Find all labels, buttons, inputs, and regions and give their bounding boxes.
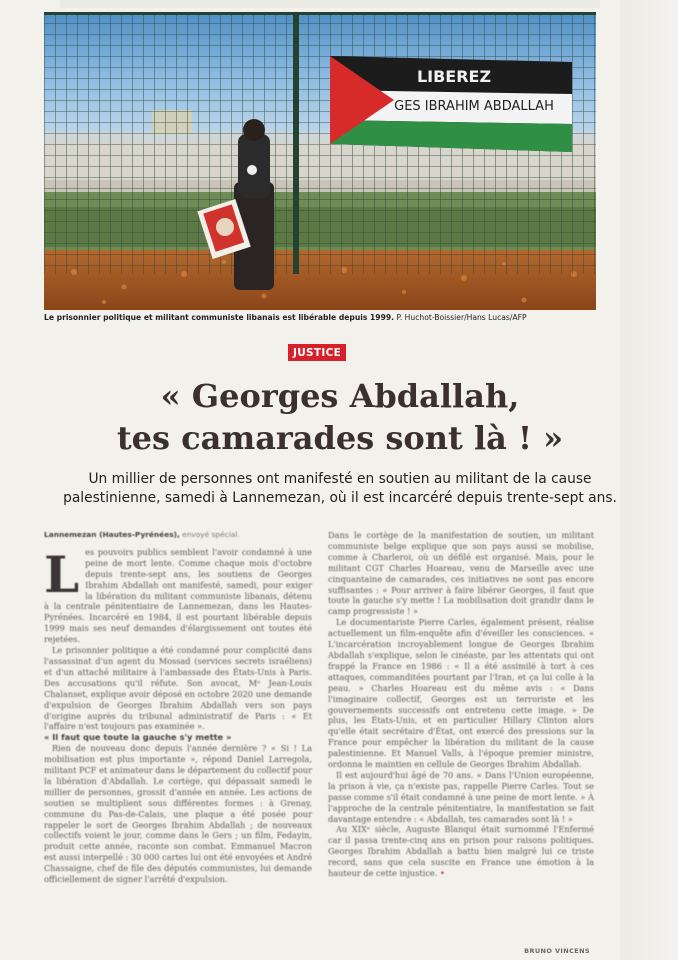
photo-credit: P. Huchot-Boissier/Hans Lucas/AFP <box>394 313 527 322</box>
article-column-right <box>328 530 594 879</box>
standfirst <box>36 470 644 508</box>
article-column-left <box>44 530 312 885</box>
paragraph-1: es pouvoirs publics semblent l'avoir condamné à une peine de mort lente. Comme chaque mois d'octobre depuis trente-sept ans, les soutiens de Georges Ibrahim Abdallah ont manifesté, samedi, pour exiger la libération du militant communiste libanais, détenu à la centrale pénitentiaire de Lannemezan, dans les Hautes-Pyrénées. Incarcéré en 1984, il est pourtant libérable depuis 1999 mais ses neuf demandes d'élargissement ont toutes été rejetées. <box>44 546 312 645</box>
dateline: Lannemezan (Hautes-Pyrénées), envoyé spécial. <box>44 530 240 539</box>
end-mark: • <box>439 868 445 879</box>
subheading: « Il faut que toute la gauche s'y mette » <box>44 732 232 743</box>
palestinian-flag-banner <box>330 56 572 152</box>
headline-line-2: tes camarades sont là ! » <box>116 419 564 457</box>
svg-text:LIBEREZ: LIBEREZ <box>416 67 492 86</box>
photo-caption <box>44 313 604 322</box>
drop-cap: L <box>44 544 80 604</box>
paragraph-2: Le prisonnier politique a été condamné pour complicité dans l'assassinat d'un agent du Mossad (services secrets israéliens) et d'un attaché militaire à l'ambassade des États-Unis à Paris. Des accusations qu'il réfute. Son avocat, Mᵉ Jean-Louis Chalanset, explique avoir déposé en octobre 2020 une demande d'expulsion de Georges Ibrahim Abdallah vers son pays d'origine auprès du tribunal administratif de Paris : « Et l'affaire n'est toujours pas examinée ». <box>44 645 312 732</box>
standfirst-line-1: Un millier de personnes ont manifesté en soutien au militant de la cause <box>88 471 592 487</box>
paragraph-7: Au XIXᵉ siècle, Auguste Blanqui était surnommé l'Enfermé car il passa trente-cinq ans en prison pour raisons politiques. Georges Ibrahim Abdallah a battu bien malgré lui ce triste record, sans que cela suscite en France une émotion à la hauteur de cette injustice. • <box>328 824 594 879</box>
portrait-placard-icon <box>216 218 234 236</box>
paragraph-3: Rien de nouveau donc depuis l'année dernière ? « Si ! La mobilisation est plus importante », répond Daniel Larregola, militant PCF et animateur dans le département du collectif pour la libération d'Abdallah. Le cortège, qui dépassait samedi le millier de personnes, grossit d'année en année. Les actions de soutien se multiplient sous différentes formes : à Grenay, commune du Pas-de-Calais, une plaque a été posée pour rappeler le sort de Georges Ibrahim Abdallah ; de nouveaux collectifs voient le jour, comme dans le Gers ; un film, Fedayin, produit cette année, raconte son combat. Emmanuel Macron est aussi interpellé : 30 000 cartes lui ont été envoyées et André Chassaigne, chef de file des députés communistes, lui demande officiellement de signer l'arrêté d'expulsion. <box>44 743 312 885</box>
svg-text:GES IBRAHIM ABDALLAH: GES IBRAHIM ABDALLAH <box>394 99 554 114</box>
byline: BRUNO VINCENS <box>524 947 590 955</box>
paragraph-6: Il est aujourd'hui âgé de 70 ans. « Dans l'Union européenne, la prison à vie, ça n'existe pas, rappelle Pierre Carles. Tout se passe comme s'il était condamné à une peine de mort lente. » À l'approche de la centrale pénitentiaire, la manifestation se fait davantage entendre : « Abdallah, tes camarades sont là ! » <box>328 769 594 824</box>
section-tag: JUSTICE <box>288 344 346 361</box>
headline <box>40 375 640 459</box>
paragraph-5: Le documentariste Pierre Carles, également présent, réalise actuellement un film-enquête afin d'éveiller les consciences. « L'incarcération incroyablement longue de Georges Ibrahim Abdallah s'explique, selon le cinéaste, par les attentats qui ont frappé la France en 1986 : « Il a été assimilé à tort à ces attaques, commanditées pourtant par l'Iran, et ça lui colle à la peau. » Charles Hoareau est du même avis : « Dans l'imaginaire collectif, Georges est un terroriste et les gouvernements successifs ont entretenu cette image. » De plus, les États-Unis, et en particulier Hillary Clinton alors qu'elle était secrétaire d'État, ont exercé des pressions sur la France pour empêcher la libération du militant de la cause palestinienne. Et Manuel Valls, à l'époque premier ministre, ordonna le maintien en cellule de Georges Ibrahim Abdallah. <box>328 617 594 770</box>
article-photo <box>44 12 596 310</box>
headline-line-1: « Georges Abdallah, <box>160 377 520 415</box>
standfirst-line-2: palestinienne, samedi à Lannemezan, où il est incarcéré depuis trente-sept ans. <box>63 490 617 506</box>
page-top-strip <box>60 0 600 8</box>
caption-text: Le prisonnier politique et militant communiste libanais est libérable depuis 1999. <box>44 313 395 322</box>
fence-protest-photo <box>44 12 596 310</box>
paragraph-4: Dans le cortège de la manifestation de soutien, un militant communiste belge explique que son pays aussi se mobilise, comme à Charleroi, où un défilé est organisé. Mais, pour le militant CGT Charles Hoareau, venu de Marseille avec une cinquantaine de camarades, ces initiatives ne sont pas encore suffisantes : « Pour arriver à faire libérer Georges, il faut que toute la gauche s'y mette ! La mobilisation doit grandir dans le camp progressiste ! » <box>328 530 594 617</box>
